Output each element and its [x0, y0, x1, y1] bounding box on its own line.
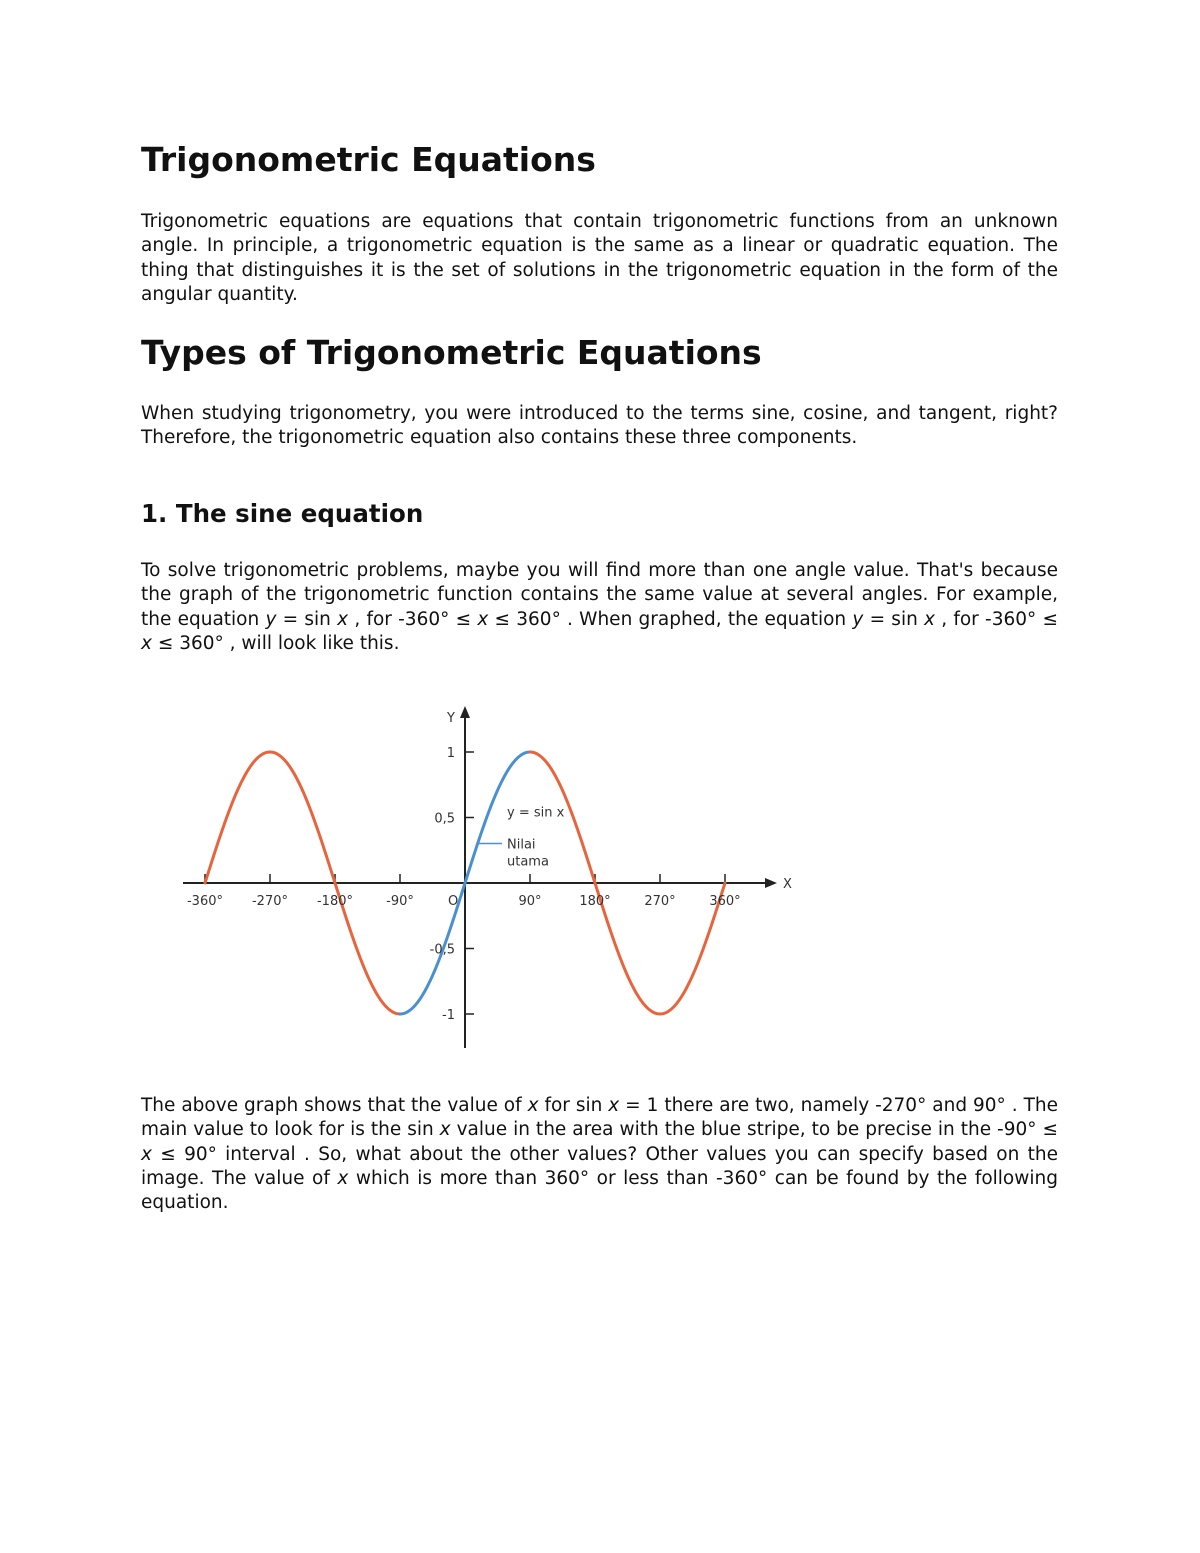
text-run: , for -360° ≤ — [348, 608, 478, 630]
text-run: The above graph shows that the value of — [141, 1095, 528, 1116]
x-tick-label: -360° — [186, 894, 224, 909]
x-tick-label: -90° — [386, 894, 414, 909]
sine-graph — [173, 702, 793, 1052]
var-y: y — [852, 608, 864, 630]
y-axis-label: Y — [447, 711, 455, 726]
curve-label: y = sin x — [507, 805, 565, 821]
var-x: x — [527, 1095, 539, 1116]
y-tick-label: 0,5 — [434, 811, 455, 827]
var-x: x — [141, 1143, 152, 1165]
text-run: which is more than 360° or less than -360° can be found by the following equation. — [141, 1167, 1058, 1214]
section-heading-types: Types of Trigonometric Equations — [141, 333, 762, 372]
x-axis-label: X — [783, 877, 792, 892]
x-tick-label: 360° — [709, 894, 741, 909]
text-run: = 1 there are two, namely -270° and 90° . The main value to look for is the sin — [141, 1095, 1058, 1141]
text-run: , for -360° ≤ — [935, 608, 1058, 630]
var-x: x — [477, 608, 489, 630]
text-run: value in the area with the blue stripe, to be precise in the -90° ≤ — [450, 1119, 1058, 1141]
x-tick-label: 270° — [644, 894, 676, 909]
y-tick-label: 1 — [446, 746, 455, 761]
origin-label: O — [448, 894, 459, 909]
subsection-heading-sine: 1. The sine equation — [141, 499, 424, 528]
text-run: ≤ 90° interval . So, what about the other values? Other values you can specify based on the image. The value of — [141, 1143, 1058, 1189]
highlight-label: Nilai — [507, 837, 536, 853]
highlight-label: utama — [507, 854, 549, 870]
x-tick-label: 180° — [579, 894, 611, 909]
var-x: x — [924, 608, 935, 630]
text-run: ≤ 360° , will look like this. — [151, 632, 400, 654]
x-tick-label: 90° — [518, 894, 542, 909]
explanation-paragraph — [141, 1094, 1058, 1215]
y-axis-arrow — [460, 706, 470, 718]
sine-paragraph — [141, 559, 1058, 656]
var-x: x — [337, 608, 349, 630]
var-x: x — [608, 1095, 620, 1116]
x-axis-arrow — [765, 878, 777, 888]
x-tick-label: -180° — [316, 894, 354, 909]
var-x: x — [337, 1167, 349, 1189]
page-title: Trigonometric Equations — [141, 140, 596, 179]
text-run: for sin — [538, 1095, 609, 1116]
text-run: = sin — [863, 608, 925, 630]
text-run: To solve trigonometric problems, maybe you will find more than one angle value. That's because the graph of the trigonometric function contains the same value at several angles. For example, the equation — [141, 560, 1058, 630]
text-run: = sin — [276, 608, 338, 630]
var-x: x — [141, 632, 152, 654]
y-tick-label: -1 — [442, 1008, 455, 1023]
x-tick-label: -270° — [251, 894, 289, 909]
text-run: ≤ 360° . When graphed, the equation — [488, 608, 853, 630]
var-y: y — [265, 608, 277, 630]
intro-paragraph: Trigonometric equations are equations that contain trigonometric functions from an unknown angle. In principle, a trigonometric equation is the same as a linear or quadratic equation. The thing that distinguishes it is the set of solutions in the trigonometric equation in the form of the angular quantity. — [141, 211, 1058, 305]
var-x: x — [439, 1119, 451, 1141]
types-paragraph: When studying trigonometry, you were introduced to the terms sine, cosine, and tangent, right? Therefore, the trigonometric equation also contains these three components. — [141, 403, 1058, 449]
y-tick-label: -0,5 — [429, 942, 455, 958]
